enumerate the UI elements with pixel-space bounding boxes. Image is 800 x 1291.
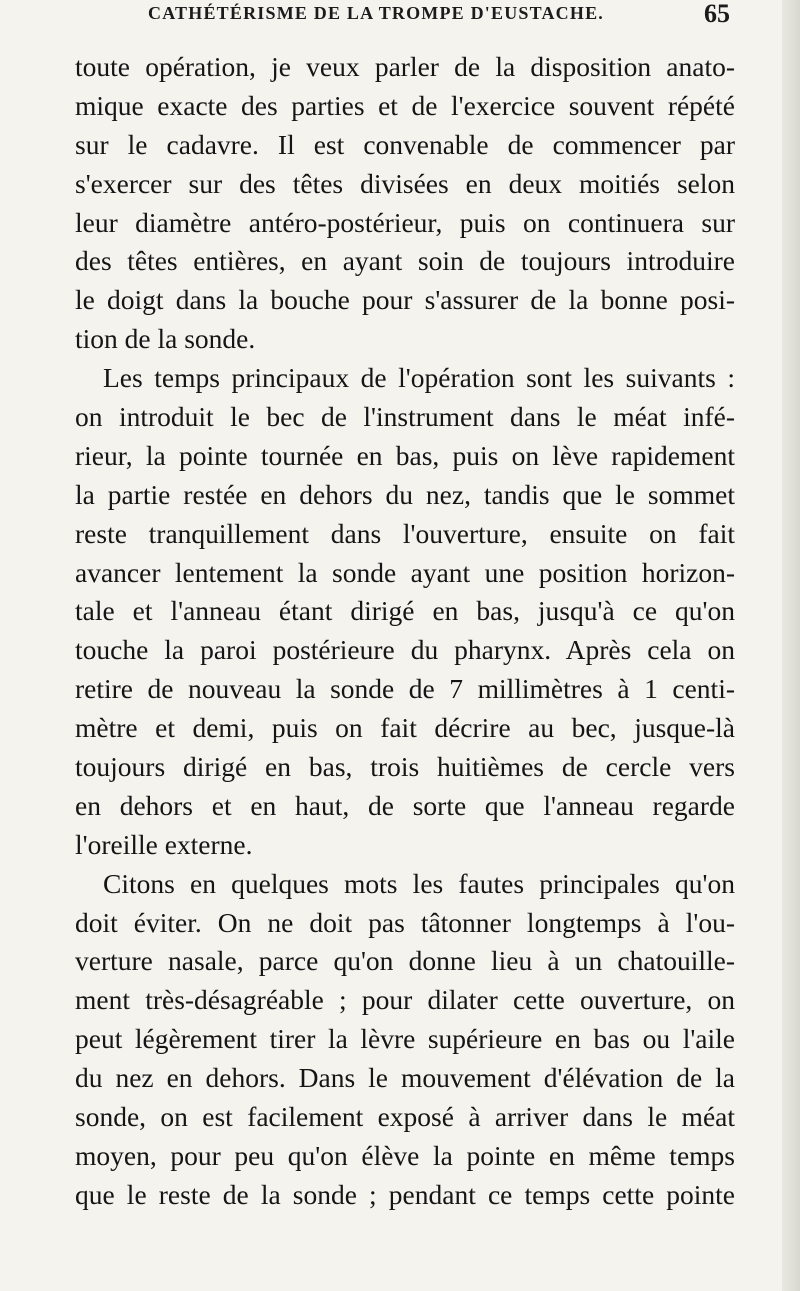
running-head [0,0,800,33]
text-line: reste tranquillement dans l'ouverture, ensuite on fait [75,517,735,549]
text-line: tale et l'anneau étant dirigé en bas, jusqu'à ce qu'on [75,595,735,627]
text-line: on introduit le bec de l'instrument dans le méat infé- [75,401,735,433]
text-line: des têtes entières, en ayant soin de toujours introduire [75,245,735,277]
text-line: sonde, on est facilement exposé à arriver dans le méat [75,1101,735,1133]
text-line: retire de nouveau la sonde de 7 millimètres à 1 centi- [75,673,735,705]
body-text [75,48,735,1215]
page-number: 65 [704,0,730,28]
text-line: doit éviter. On ne doit pas tâtonner longtemps à l'ou- [75,906,735,938]
text-line: touche la paroi postérieure du pharynx. Après cela on [75,634,735,666]
text-line: s'exercer sur des têtes divisées en deux moitiés selon [75,167,735,199]
text-line: que le reste de la sonde ; pendant ce temps cette pointe [75,1178,735,1210]
text-line: le doigt dans la bouche pour s'assurer de la bonne posi- [75,284,735,316]
text-line: l'oreille externe. [75,828,253,860]
text-line: mique exacte des parties et de l'exercice souvent répété [75,89,735,121]
text-line: toute opération, je veux parler de la disposition anato- [75,51,735,82]
text-line: ment très-désagréable ; pour dilater cette ouverture, on [75,984,735,1016]
text-line: toujours dirigé en bas, trois huitièmes de cercle vers [75,751,735,783]
page-edge [782,0,800,1291]
text-line: mètre et demi, puis on fait décrire au bec, jusque-là [75,712,735,744]
running-title: CATHÉTÉRISME DE LA TROMPE D'EUSTACHE. [148,3,604,23]
text-line: tion de la sonde. [75,323,256,355]
text-line: la partie restée en dehors du nez, tandis que le sommet [75,478,735,510]
text-line: avancer lentement la sonde ayant une position horizon- [75,556,735,588]
text-line: Les temps principaux de l'opération sont les suivants : [103,362,735,394]
text-line: en dehors et en haut, de sorte que l'anneau regarde [75,789,735,821]
text-line: moyen, pour peu qu'on élève la pointe en même temps [75,1139,735,1171]
text-line: peut légèrement tirer la lèvre supérieure en bas ou l'aile [75,1023,735,1055]
text-line: sur le cadavre. Il est convenable de commencer par [75,128,735,160]
text-line: du nez en dehors. Dans le mouvement d'élévation de la [75,1062,735,1094]
text-line: leur diamètre antéro-postérieur, puis on continuera sur [75,206,735,238]
text-line: verture nasale, parce qu'on donne lieu à un chatouille- [75,945,735,977]
text-line: rieur, la pointe tournée en bas, puis on lève rapidement [75,439,735,471]
text-line: Citons en quelques mots les fautes principales qu'on [103,867,735,899]
